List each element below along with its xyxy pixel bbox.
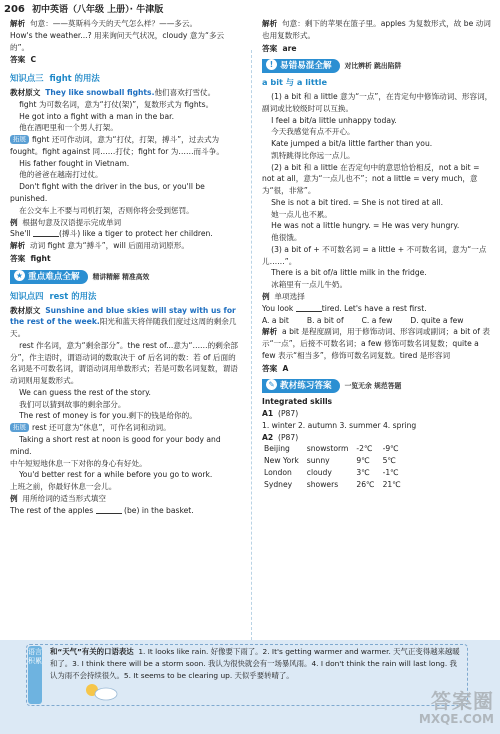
- weather-cell: 26℃: [356, 479, 375, 489]
- watermark-line2: MXQE.COM: [418, 712, 494, 726]
- example-cn: 上班之前，你最好休息一会儿。: [10, 482, 117, 492]
- weather-cell: sunny: [306, 456, 330, 466]
- weather-row: [264, 467, 409, 479]
- expand-text: fight 还可作动词，意为“打仗，打架，搏斗”，过去式为 fought。fight against 同……打仗；fight for 为……而斗争。: [10, 135, 224, 156]
- example-cn: 她一点儿也不累。: [271, 209, 332, 219]
- example-cn: 剩下的钱是给你的。: [128, 411, 197, 421]
- weather-cell: Beijing: [264, 444, 290, 454]
- example-en: You'd better rest for a while before you go to work.: [19, 470, 213, 480]
- footer-title: 和“天气”有关的口语表达: [50, 647, 134, 656]
- parse-text: 动词 fight 意为“搏斗”，will 后面用动词原形。: [30, 241, 189, 251]
- example-cn: 他在酒吧里和一个男人打架。: [19, 123, 118, 133]
- weather-cell: showers: [306, 479, 339, 489]
- weather-row: [264, 443, 409, 455]
- kp-topic: rest 的用法: [49, 290, 97, 301]
- knowledge-point-title: [10, 72, 242, 85]
- parse-label: 解析: [10, 19, 26, 28]
- example-en: Taking a short rest at noon is good for your body and mind.: [10, 435, 221, 456]
- page-header: [4, 2, 163, 16]
- exercise-answers: 1. winter 2. autumn 3. summer 4. spring: [262, 420, 417, 430]
- banner-tag: 一览无余 规范答题: [344, 382, 402, 391]
- answer-value: A: [282, 363, 289, 373]
- weather-cell: 21℃: [382, 479, 401, 489]
- example-label: 例: [262, 292, 270, 302]
- exercise-label: A2: [262, 432, 274, 442]
- answer-label: 答案: [262, 43, 278, 53]
- example-en: He was not a little hungry. = He was very hungry.: [271, 221, 460, 231]
- example-en: We can guess the rest of the story.: [19, 387, 151, 397]
- exercise-label: A1: [262, 409, 274, 419]
- footer-text: [50, 646, 460, 682]
- question-hint: (搏斗) like a tiger to protect her children.: [59, 229, 213, 239]
- example-en: I feel a bit/a little unhappy today.: [271, 115, 397, 125]
- option-d[interactable]: D. quite a few: [410, 315, 464, 325]
- expand-badge: 拓展: [10, 135, 29, 144]
- options: [262, 315, 494, 327]
- explanation: fight 为可数名词，意为“打仗(架)”，复数形式为 fights。: [19, 99, 214, 109]
- comparison-title: a bit 与 a little: [262, 77, 328, 88]
- answer-label: 答案: [10, 253, 26, 263]
- banner-title: 易错易混全解: [280, 61, 332, 72]
- example-cn: 凯特跳得比你远一点儿。: [271, 150, 355, 160]
- weather-cell: New York: [264, 456, 299, 466]
- exercise-page: (P87): [278, 432, 299, 442]
- footer-side-label: 语言积累: [28, 646, 42, 704]
- source-translation: 阳光和蓝天将伴随我们度过这周的剩余几天。: [10, 317, 237, 339]
- explanation: (3) a bit of + 不可数名词 = a little + 不可数名词，意为“一点儿……”。: [262, 244, 487, 266]
- section-banner: [10, 270, 242, 284]
- banner-tag: 精讲精解 精准高效: [92, 272, 150, 281]
- kp-topic: fight 的用法: [49, 73, 100, 84]
- source-sentence: Sunshine and blue skies will stay with us for the rest of the week.: [10, 305, 236, 327]
- expand-text: rest 还可意为“休息”，可作名词和动词。: [32, 423, 171, 433]
- question-text: She'll: [10, 229, 31, 239]
- banner-title: 重点难点全解: [28, 271, 80, 282]
- answer-value: are: [282, 43, 297, 53]
- option-c[interactable]: C. a few: [361, 315, 393, 325]
- weather-cell: snowstorm: [306, 444, 349, 454]
- example-en: There is a bit of/a little milk in the fridge.: [271, 268, 427, 278]
- textbook-label: 教材原文: [10, 305, 41, 315]
- question-text: The rest of the apples: [10, 505, 94, 515]
- parse-label: 解析: [262, 327, 278, 337]
- weather-cell: London: [264, 467, 292, 477]
- star-icon: ★: [14, 270, 25, 281]
- question-hint: (be) in the basket.: [124, 505, 194, 515]
- source-sentence: They like snowball fights.: [45, 88, 155, 98]
- skills-title: Integrated skills: [262, 397, 333, 407]
- column-divider: [251, 50, 252, 640]
- example-cn: 中午短短地休息一下对你的身心有好处。: [10, 458, 147, 468]
- weather-cell: Sydney: [264, 479, 293, 489]
- section-banner: [262, 379, 494, 393]
- example-label: 例: [10, 217, 18, 227]
- parse-text: 句意：——莫斯科今天的天气怎么样？——多云。: [30, 19, 198, 28]
- explanation: rest 作名词，意为“剩余部分”。the rest of...意为“……的剩余部分”，作主语时，谓语动词的数取决于 of 后名词的数：若 of 后面的名词是不可数名词，谓语动词用单数形式；若是可数名词复数，谓语动词则用复数形式。: [10, 340, 239, 386]
- warning-icon: !: [266, 59, 277, 70]
- question-instruction: 单项选择: [274, 292, 305, 302]
- banner-tag: 对比辨析 跳出陷阱: [344, 62, 402, 71]
- book-title: 初中英语（八年级 上册）· 牛津版: [32, 5, 164, 15]
- sun-cloud-icon: [80, 680, 120, 702]
- parse-label: 解析: [262, 19, 278, 28]
- kp-number: 知识点四: [10, 290, 44, 301]
- weather-table: [264, 443, 409, 490]
- footer-body: 1. It looks like rain. 好像要下雨了。2. It's getting warmer and warmer. 天气正变得越来越暖和了。3. I think there will be a storm soon. 我认为很快就会有一场暴风雨。4. I don't think the rain will last long. 我认为雨不会持续很久。5. It seems to be clearing up. 天似乎要转晴了。: [50, 647, 460, 680]
- kp-number: 知识点三: [10, 73, 44, 84]
- weather-row: [264, 479, 409, 491]
- weather-cell: -1℃: [382, 467, 399, 477]
- example-cn: 我们可以猜到故事的剩余部分。: [19, 399, 126, 409]
- example-en: The rest of money is for you.: [19, 411, 129, 421]
- exercise-page: (P87): [278, 409, 299, 419]
- textbook-label: 教材原文: [10, 88, 41, 98]
- source-translation: 他们喜欢打雪仗。: [154, 88, 216, 98]
- question-text: tired. Let's have a rest first.: [321, 303, 427, 313]
- page-number: 206: [4, 4, 25, 15]
- parse-label: 解析: [10, 241, 26, 251]
- parse-text: a bit 是程度副词，用于修饰动词、形容词或副词；a bit of 表示“一点”，后接不可数名词；a few 修饰可数名词复数；quite a few 表示“相当多”，修饰可数名词复数。tired 是形容词: [262, 327, 490, 360]
- watermark-line1: 答案圈: [431, 689, 494, 713]
- explanation: (1) a bit 和 a little 意为“一点”，在肯定句中修饰动词、形容词，副词或比较级时可以互换。: [262, 92, 493, 113]
- book-icon: ✎: [266, 379, 277, 390]
- expand-badge: 拓展: [10, 423, 29, 432]
- example-en: Don't fight with the driver in the bus, or you'll be punished.: [10, 182, 205, 203]
- answer-label: 答案: [10, 55, 26, 65]
- example-cn: 他很饿。: [271, 233, 302, 243]
- example-en: He got into a fight with a man in the bar.: [19, 111, 174, 121]
- option-b[interactable]: B. a bit of: [306, 315, 344, 325]
- weather-row: [264, 455, 409, 467]
- parse-text-2: How's the weather...? 用来询问天气状况，cloudy 意为“多云的”。: [10, 30, 225, 52]
- question-text: You look: [262, 303, 294, 313]
- example-label: 例: [10, 493, 18, 503]
- left-column: [10, 18, 242, 516]
- right-column: [262, 18, 494, 491]
- weather-cell: -9℃: [382, 444, 399, 454]
- weather-cell: 9℃: [356, 456, 370, 466]
- parse-text: 句意：剩下的苹果在篮子里。apples 为复数形式，故 be 动词也用复数形式。: [262, 19, 491, 40]
- section-banner: [262, 59, 494, 73]
- example-cn: 今天我感觉有点不开心。: [271, 127, 355, 137]
- answer-blank[interactable]: [96, 505, 122, 514]
- weather-cell: 3℃: [356, 467, 370, 477]
- weather-cell: cloudy: [306, 467, 332, 477]
- footer-panel: [0, 640, 500, 734]
- example-en: His father fought in Vietnam.: [19, 158, 130, 168]
- answer-value: fight: [30, 253, 51, 263]
- answer-value: C: [30, 55, 37, 65]
- example-cn: 他的爸爸在越南打过仗。: [19, 170, 103, 180]
- banner-title: 教材练习答案: [280, 381, 332, 392]
- example-en: Kate jumped a bit/a little farther than you.: [271, 139, 433, 149]
- weather-cell: -2℃: [356, 444, 373, 454]
- weather-cell: 5℃: [382, 456, 396, 466]
- question-instruction: 根据句意及汉语提示完成单词: [22, 217, 122, 227]
- answer-blank[interactable]: [33, 228, 59, 237]
- example-cn: 冰箱里有一点儿牛奶。: [271, 280, 348, 290]
- watermark: [418, 689, 494, 728]
- answer-label: 答案: [262, 363, 278, 373]
- option-a[interactable]: A. a bit: [262, 315, 289, 325]
- question-instruction: 用所给词的适当形式填空: [22, 493, 106, 503]
- example-en: She is not a bit tired. = She is not tired at all.: [271, 197, 444, 207]
- answer-blank[interactable]: [296, 303, 322, 312]
- explanation: (2) a bit 和 a little 在否定句中的意思恰恰相反，not a bit = not at all，意为“一点儿也不”；not a little = very much，意为“很，非常”。: [262, 162, 480, 196]
- knowledge-point-title: [10, 290, 242, 303]
- example-cn: 在公交车上不要与司机打架，否则你将会受到惩罚。: [19, 205, 194, 215]
